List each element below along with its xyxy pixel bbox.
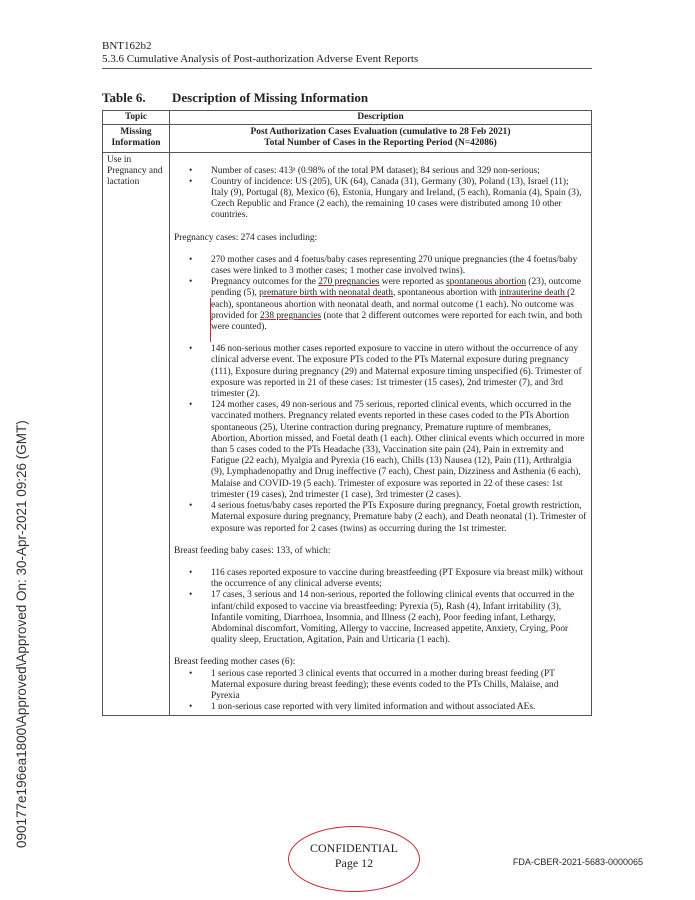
overall-bullets — [174, 166, 587, 222]
list-item-outcomes — [211, 277, 587, 333]
page-number: Page 12 — [334, 856, 374, 870]
table-number: Table 6. — [102, 90, 146, 105]
highlight-spontaneous-abortion: spontaneous abortion — [446, 277, 527, 288]
confidential-stamp — [288, 826, 420, 892]
header-description: Description — [170, 111, 592, 125]
text: Pregnancy outcomes for the — [211, 277, 319, 288]
table-title: Description of Missing Information — [172, 90, 369, 105]
highlight-270-pregnancies: 270 pregnancies — [318, 277, 380, 288]
header-divider — [102, 68, 592, 69]
table-subheader-row — [103, 125, 592, 152]
approval-stamp-sidebar — [0, 0, 29, 900]
list-item: • 1 serious case reported 3 clinical events that occurred in a mother during breast feeding (PT Maternal exposure during breast feeding); these events coded to the PTs Chills, Malaise, and Pyrexia — [211, 669, 587, 703]
highlight-intrauterine-death: intrauterine death ( — [498, 288, 571, 299]
annotation-margin-line — [210, 298, 211, 342]
subheader-evaluation-line1: Post Authorization Cases Evaluation (cumulative to 28 Feb 2021) — [250, 127, 511, 138]
approval-stamp-text: 090177e196ea1800\Approved\Approved On: 30-Apr-2021 09:26 (GMT) — [14, 420, 29, 848]
missing-information-table — [102, 110, 592, 716]
confidential-label: CONFIDENTIAL — [310, 841, 398, 855]
text: 2 each), spontaneous abortion with neonatal death, and normal outcome (1 each). No outcome was provided for — [211, 288, 575, 321]
pregnancy-bullets — [174, 255, 587, 333]
text: (note that 2 different outcomes were reported for each twin, and both were counted). — [211, 310, 583, 333]
list-item: • 270 mother cases and 4 foetus/baby cases representing 270 unique pregnancies (the 4 foetus/baby cases were linked to 3 mother cases; 1 mother case involved twins). — [211, 255, 587, 277]
pregnancy-detail-bullets — [174, 344, 587, 534]
header-topic: Topic — [103, 111, 170, 125]
text: were reported as — [379, 277, 447, 288]
breastfeeding-baby-heading: Breast feeding baby cases: 133, of which: — [174, 545, 331, 556]
table-caption — [102, 90, 368, 106]
breastfeeding-baby-bullets — [174, 568, 587, 646]
document-id: FDA-CBER-2021-5683-0000065 — [512, 857, 643, 867]
breastfeeding-mother-heading: Breast feeding mother cases (6): — [174, 657, 296, 668]
pregnancy-heading: Pregnancy cases: 274 cases including: — [174, 232, 318, 243]
header-section: 5.3.6 Cumulative Analysis of Post-authorization Adverse Event Reports — [102, 53, 419, 65]
description-cell — [170, 152, 592, 716]
table-row — [103, 152, 592, 716]
subheader-evaluation-line2: Total Number of Cases in the Reporting Period (N=42086) — [264, 138, 497, 149]
table-header-row — [103, 111, 592, 125]
highlight-premature-birth: premature birth with neonatal death — [259, 288, 393, 299]
list-item: • 17 cases, 3 serious and 14 non-serious, reported the following clinical events that occurred in the infant/child exposed to vaccine via breastfeeding: Pyrexia (5), Rash (4), Infant irritability (3), Infantile vomiting, Diarrhoea, Insomnia, and Illness (2 each), Poor feeding infant, Lethargy, Abdominal discomfort, Vomiting, Allergy to vaccine, Increased appetite, Anxiety, Crying, Poor quality sleep, Eructation, Agitation, Pain and Urticaria (1 each). — [211, 590, 587, 646]
highlight-238-pregnancies: 238 pregnancies — [259, 310, 322, 321]
subheader-missing-information: Missing Information — [103, 125, 170, 152]
topic-cell: Use in Pregnancy and lactation — [103, 152, 170, 716]
text: , spontaneous abortion with — [392, 288, 499, 299]
list-item: • 116 cases reported exposure to vaccine during breastfeeding (PT Exposure via breast milk) without the occurrence of any clinical adverse events; — [211, 568, 587, 590]
breastfeeding-mother-bullets — [174, 669, 587, 714]
document-header — [102, 40, 592, 66]
subheader-evaluation — [170, 125, 592, 152]
list-item: • 124 mother cases, 49 non-serious and 75 serious, reported clinical events, which occurred in the vaccinated mothers. Pregnancy related events reported in these cases coded to the PTs Abortion spontaneous (25), Uterine contraction during pregnancy, Premature rupture of membranes, Abortion, Abortion missed, and Foetal death (1 each). Other clinical events which occurred in more than 5 cases coded to the PTs Headache (33), Vaccination site pain (24), Pain in extremity and Fatigue (22 each), Myalgia and Pyrexia (16 each), Chills (13) Nausea (12), Pain (11), Arthralgia (9), Lymphadenopathy and Drug ineffective (7 each), Chest pain, Dizziness and Asthenia (6 each), Malaise and COVID-19 (5 each). Trimester of exposure was reported in 22 of these cases: 1st trimester (19 cases), 2nd trimester (1 case), 3rd trimester (2 cases). — [211, 400, 587, 501]
header-product: BNT162b2 — [102, 40, 152, 52]
list-item: • 146 non-serious mother cases reported exposure to vaccine in utero without the occurrence of any clinical adverse event. The exposure PTs coded to the PTs Maternal exposure during pregnancy (111), Exposure during pregnancy (29) and Maternal exposure timing unspecified (6). Trimester of exposure was reported in 21 of these cases: 1st trimester (15 cases), 2nd trimester (7), and 3rd trimester (2). — [211, 344, 587, 400]
list-item: • 1 non-serious case reported with very limited information and without associated AEs. — [211, 702, 587, 713]
list-item: • 4 serious foetus/baby cases reported the PTs Exposure during pregnancy, Foetal growth restriction, Maternal exposure during pregnancy, Premature baby (2 each), and Death neonatal (1). Trimester of exposure was reported for 2 cases (twins) as occurring during the 1st trimester. — [211, 501, 587, 535]
list-item: • Number of cases: 413ᵃ (0.98% of the total PM dataset); 84 serious and 329 non-serious; — [211, 166, 587, 177]
text: (23), outcome pending (5), — [211, 277, 581, 299]
list-item: • Country of incidence: US (205), UK (64), Canada (31), Germany (30), Poland (13), Israel (11); Italy (9), Portugal (8), Mexico (6), Estonia, Hungary and Ireland, (5 each), Romania (4), Spain (3), Czech Republic and France (2 each), the remaining 10 cases were distributed among 10 other countries. — [211, 177, 587, 222]
